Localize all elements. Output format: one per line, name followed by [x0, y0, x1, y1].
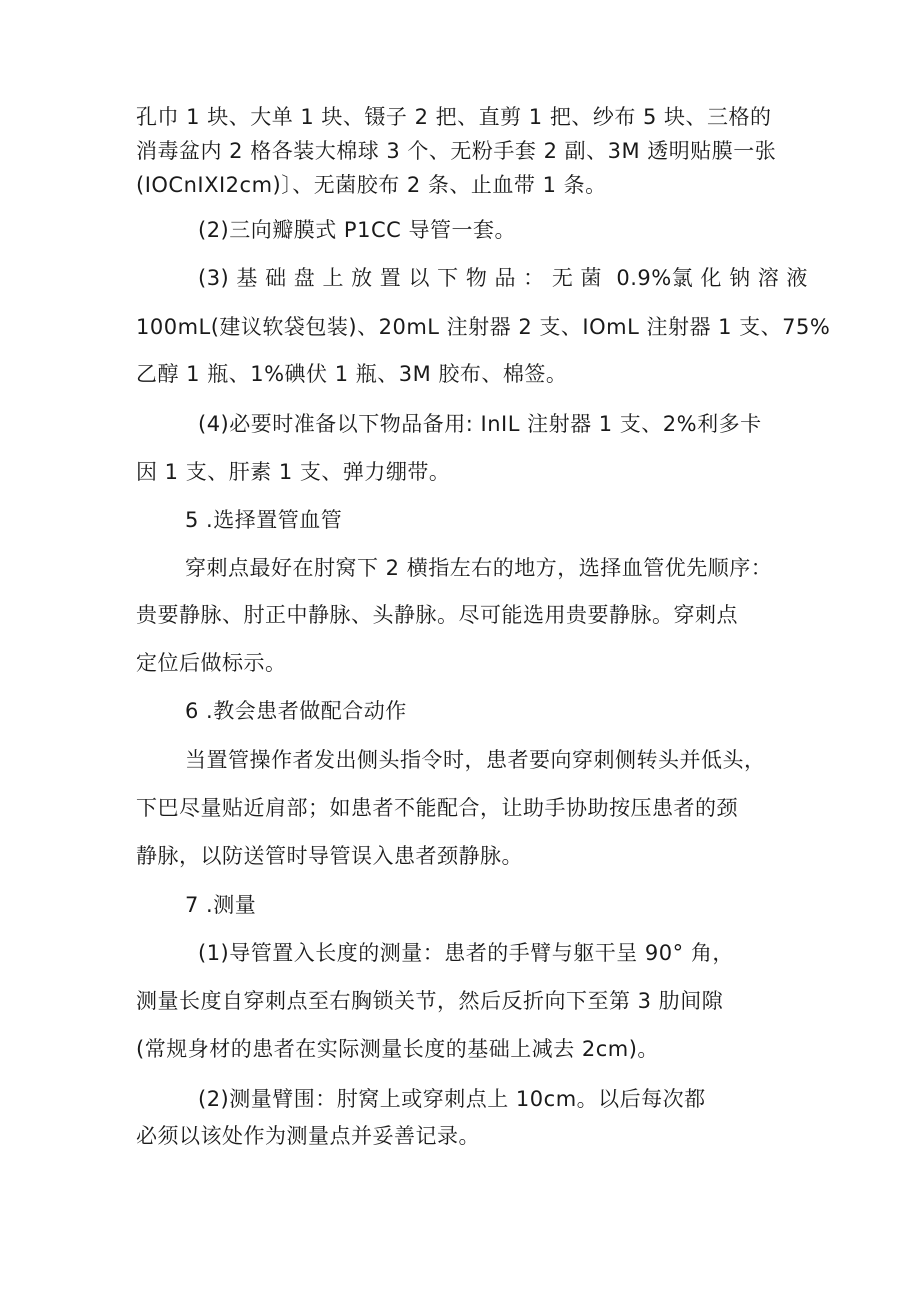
text-line: 下巴尽量贴近肩部；如患者不能配合，让助手协助按压患者的颈	[136, 796, 738, 820]
text-line: 乙醇 1 瓶、1%碘伏 1 瓶、3M 胶布、棉签。	[136, 362, 568, 386]
paragraph-line: 穿刺点最好在肘窝下 2 横指左右的地方，选择血管优先顺序：	[185, 556, 773, 580]
text-line: 静脉，以防送管时导管误入患者颈静脉。	[136, 844, 523, 868]
text-line: 贵要静脉、肘正中静脉、头静脉。尽可能选用贵要静脉。穿刺点	[136, 603, 738, 627]
section-heading-5: 5 .选择置管血管	[185, 508, 343, 532]
text-line: (IOCnIXI2cm)〕、无菌胶布 2 条、止血带 1 条。	[136, 173, 607, 197]
text-line: 定位后做标示。	[136, 651, 287, 675]
text-line: 孔巾 1 块、大单 1 块、镊子 2 把、直剪 1 把、纱布 5 块、三格的	[136, 105, 772, 129]
paragraph-line: 当置管操作者发出侧头指令时，患者要向穿刺侧转头并低头，	[185, 748, 766, 772]
section-heading-7: 7 .测量	[185, 893, 257, 917]
text-line: (常规身材的患者在实际测量长度的基础上减去 2cm)。	[136, 1037, 659, 1061]
list-item-1: (1)导管置入长度的测量：患者的手臂与躯干呈 90° 角，	[198, 941, 734, 965]
text-line: 因 1 支、肝素 1 支、弹力绷带。	[136, 460, 451, 484]
list-item-2: (2)测量臂围：肘窝上或穿刺点上 10cm。以后每次都	[198, 1087, 706, 1111]
section-heading-6: 6 .教会患者做配合动作	[185, 699, 407, 723]
text-line: 必须以该处作为测量点并妥善记录。	[136, 1124, 480, 1148]
list-item-3: (3) 基 础 盘 上 放 置 以 下 物 品 ： 无 菌 0.9%氯 化 钠 溶 液	[198, 266, 808, 290]
text-line: 测量长度自穿刺点至右胸锁关节，然后反折向下至第 3 肋间隙	[136, 989, 724, 1013]
list-item-4: (4)必要时准备以下物品备用: InIL 注射器 1 支、2%利多卡	[198, 412, 762, 436]
list-item-2: (2)三向瓣膜式 P1CC 导管一套。	[198, 218, 516, 242]
text-line: 消毒盆内 2 格各装大棉球 3 个、无粉手套 2 副、3M 透明贴膜一张	[136, 139, 777, 163]
text-line: 100mL(建议软袋包装)、20mL 注射器 2 支、IOmL 注射器 1 支、75%	[136, 315, 831, 339]
